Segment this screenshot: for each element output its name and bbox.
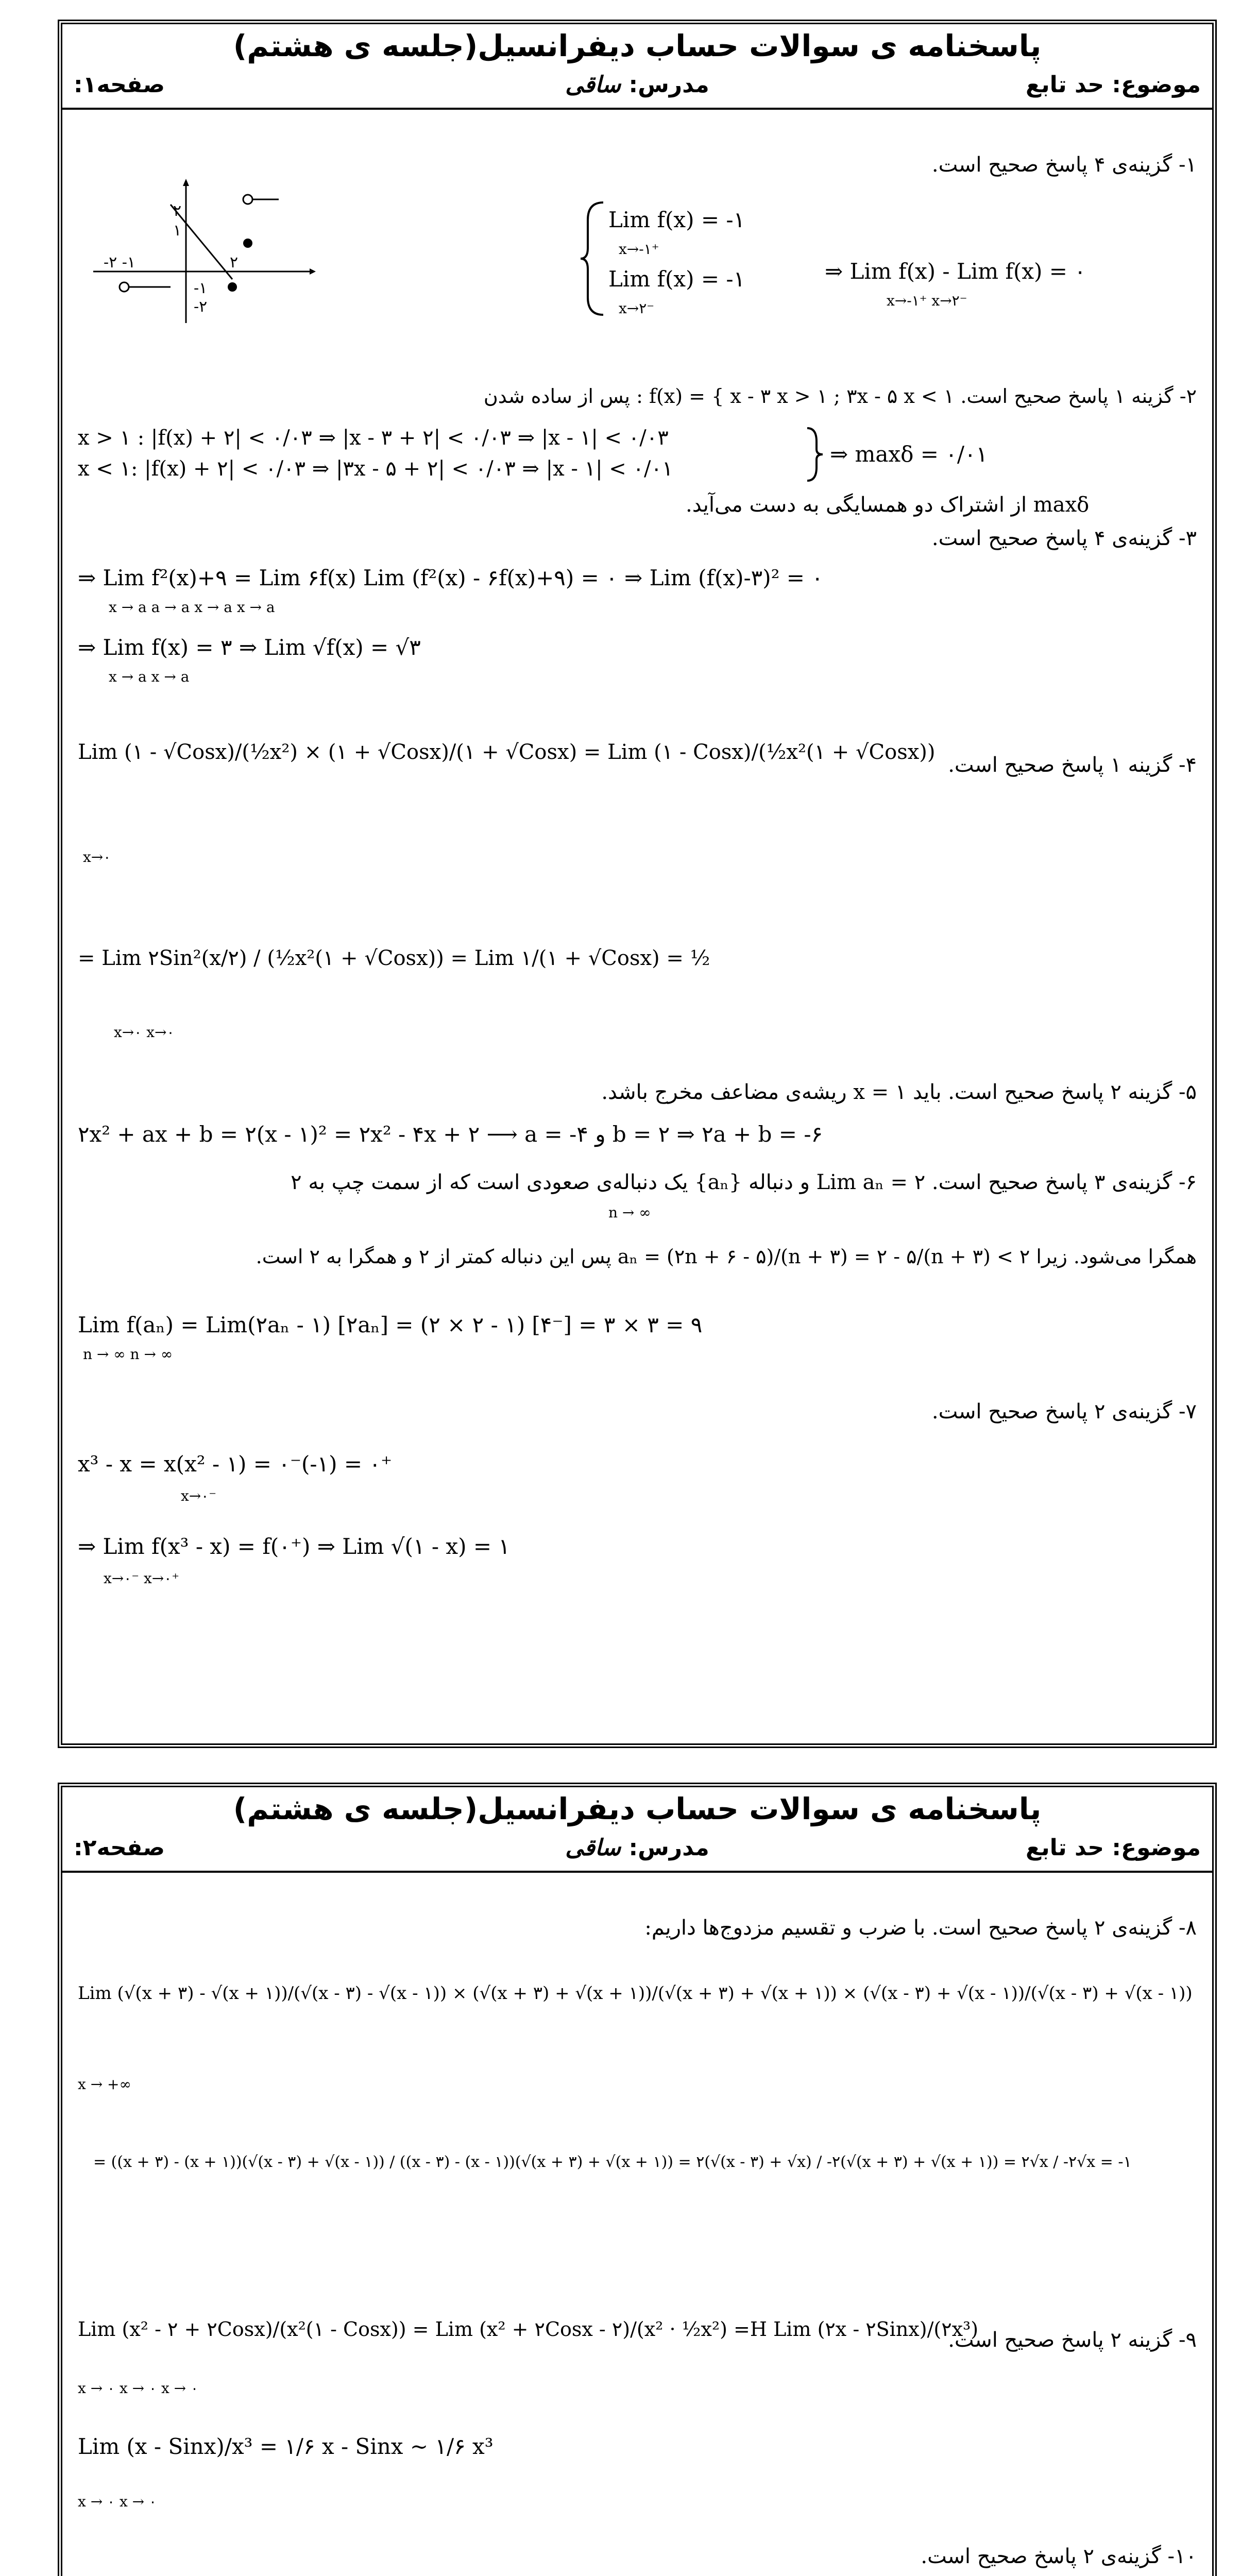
q1-left-brace (577, 199, 608, 318)
teacher-label: مدرس: (628, 1835, 709, 1861)
q7-statement: ۷- گزینه‌ی ۲ پاسخ صحیح است. (931, 1400, 1197, 1423)
q3-subscripts-2: x → a x → a (109, 668, 190, 685)
q2-explanation: maxδ از اشتراک دو همسایگی به دست می‌آید. (686, 493, 1090, 517)
q8-equation-2: = ((x + ۳) - (x + ۱))(√(x - ۳) + √(x - ۱)) / ((x - ۳) - (x - ۱))(√(x + ۳) + √(x + ۱)) = ۲(√(x - ۳) + √x) / -۲(√(x + ۳) + √(x + ۱)) = ۲√x / -۲√x = -۱ (93, 2153, 1132, 2171)
q1-limit-subscript: x→۲⁻ (619, 300, 655, 317)
tick-label: -۱ (194, 279, 208, 297)
page-title: پاسخنامه ی سوالات حساب دیفرانسیل(جلسه ی هشتم) (233, 28, 1042, 63)
q7-subscripts-2: x→۰⁻ x→۰⁺ (104, 1570, 180, 1587)
q3-statement: ۳- گزینه‌ی ۴ پاسخ صحیح است. (931, 527, 1197, 550)
q8-subscript: x → +∞ (78, 2076, 131, 2093)
q1-right-limit: Lim f(x) = -۱ (608, 207, 745, 232)
q9-statement: ۹- گزینه ۲ پاسخ صحیح است. (948, 2328, 1197, 2352)
tick-label: -۲ -۱ (104, 253, 136, 272)
teacher-name: ساقی (565, 72, 621, 98)
q4-equation-2: = Lim ۲Sin²(x/۲) / (½x²(۱ + √Cosx)) = Lim ۱/(۱ + √Cosx) = ½ (78, 946, 710, 970)
q4-subscript-2: x→۰ x→۰ (114, 1024, 175, 1041)
q1-limit-subscript: x→-۱⁺ (619, 241, 659, 258)
q4-statement: ۴- گزینه ۱ پاسخ صحیح است. (948, 753, 1197, 777)
tick-label: ۱ (173, 222, 182, 240)
q2-case-2: x < ۱: |f(x) + ۲| < ۰/۰۳ ⇒ |۳x - ۵ + ۲| < ۰/۰۳ ⇒ |x - ۱| < ۰/۰۱ (78, 457, 673, 481)
q5-equation: ۲x² + ax + b = ۲(x - ۱)² = ۲x² - ۴x + ۲ ⟶ a = -۴ و b = ۲ ⇒ ۲a + b = -۶ (78, 1122, 823, 1147)
page-header (74, 72, 1201, 106)
q6-explanation: همگرا می‌شود. زیرا ۲ > aₙ = (۲n + ۶ - ۵)/(n + ۳) = ۲ - ۵/(n + ۳) پس این دنباله کمتر از ۲ و همگرا به ۲ است. (256, 1245, 1197, 1268)
q3-subscripts-1: x → a a → a x → a x → a (109, 599, 275, 616)
q7-equation-2: ⇒ Lim f(x³ - x) = f(۰⁺) ⇒ Lim √(۱ - x) = ۱ (78, 1534, 510, 1559)
q8-equation-1: Lim (√(x + ۳) - √(x + ۱))/(√(x - ۳) - √(x - ۱)) × (√(x + ۳) + √(x + ۱))/(√(x + ۳) + √(x + ۱)) × (√(x - ۳) + √(x - ۱))/(√(x - ۳) + √(x - ۱)) (78, 1983, 1193, 2004)
page-header (74, 1835, 1201, 1869)
q1-result: ⇒ Lim f(x) - Lim f(x) = ۰ (825, 259, 1086, 284)
q4-subscript-1: x→۰ (83, 849, 111, 866)
open-point-left (120, 282, 129, 292)
q4-equation-1: Lim (۱ - √Cosx)/(½x²) × (۱ + √Cosx)/(۱ + √Cosx) = Lim (۱ - Cosx)/(½x²(۱ + √Cosx)) (78, 740, 936, 764)
q2-statement: ۲- گزینه ۱ پاسخ صحیح است. f(x) = { x - ۳ x > ۱ ; ۳x - ۵ x < ۱ : پس از ساده شدن (483, 385, 1197, 408)
q2-right-brace (804, 426, 825, 483)
q9-equation-1: Lim (x² - ۲ + ۲Cosx)/(x²(۱ - Cosx)) = Lim (x² + ۲Cosx - ۲)/(x² · ½x²) =H Lim (۲x - ۲Sinx)/(۲x³) (78, 2318, 979, 2341)
header-divider (62, 1871, 1212, 1873)
tick-label: ۲ (230, 253, 239, 272)
subject-label: موضوع: حد تابع (1026, 1835, 1201, 1861)
q6-subscripts: n → ∞ n → ∞ (83, 1346, 173, 1363)
open-point (243, 195, 252, 204)
answer-sheet-page-2 (58, 1783, 1217, 2576)
q9-equation-2: Lim (x - Sinx)/x³ = ۱/۶ x - Sinx ~ ۱/۶ x³ (78, 2434, 494, 2459)
page-number: صفحه۲: (74, 1835, 165, 1861)
page-number: صفحه۱: (74, 72, 165, 98)
q1-function-graph (83, 174, 320, 328)
page-title: پاسخنامه ی سوالات حساب دیفرانسیل(جلسه ی هشتم) (233, 1791, 1042, 1826)
teacher-name: ساقی (565, 1835, 621, 1861)
q1-statement: ۱- گزینه‌ی ۴ پاسخ صحیح است. (931, 153, 1197, 177)
q3-equation-2: ⇒ Lim f(x) = ۳ ⇒ Lim √f(x) = √۳ (78, 635, 421, 660)
q5-statement: ۵- گزینه ۲ پاسخ صحیح است. باید x = ۱ ریشه‌ی مضاعف مخرج باشد. (601, 1080, 1197, 1104)
q8-statement: ۸- گزینه‌ی ۲ پاسخ صحیح است. با ضرب و تقسیم مزدوج‌ها داریم: (644, 1916, 1197, 1940)
q6-statement: ۶- گزینه‌ی ۳ پاسخ صحیح است. Lim aₙ = ۲ و دنباله {aₙ} یک دنباله‌ی صعودی است که از سمت چپ به ۲ (291, 1171, 1197, 1194)
q7-subscript-1: x→۰⁻ (181, 1487, 217, 1504)
q10-statement: ۱۰- گزینه‌ی ۲ پاسخ صحیح است. (921, 2545, 1197, 2568)
closed-point-bottom (228, 282, 237, 292)
tick-label: -۲ (194, 298, 208, 316)
answer-sheet-page-1 (58, 20, 1217, 1748)
teacher-info (74, 72, 1201, 98)
header-divider (62, 108, 1212, 110)
q1-result-subscripts: x→-۱⁺ x→۲⁻ (887, 292, 967, 309)
teacher-info (74, 1835, 1201, 1861)
q6-equation: Lim f(aₙ) = Lim(۲aₙ - ۱) [۲aₙ] = (۲ × ۲ - ۱) [۴⁻] = ۳ × ۳ = ۹ (78, 1312, 703, 1337)
q9-subscripts-2: x → ۰ x → ۰ (78, 2493, 157, 2510)
teacher-label: مدرس: (628, 72, 709, 98)
q2-result: ⇒ maxδ = ۰/۰۱ (830, 442, 988, 467)
q1-left-limit: Lim f(x) = -۱ (608, 266, 745, 292)
y-axis-arrow (183, 179, 189, 186)
q3-equation-1: ⇒ Lim f²(x)+۹ = Lim ۶f(x) Lim (f²(x) - ۶f(x)+۹) = ۰ ⇒ Lim (f(x)-۳)² = ۰ (78, 565, 823, 590)
subject-label: موضوع: حد تابع (1026, 72, 1201, 98)
closed-point (243, 239, 252, 248)
q2-case-1: x > ۱ : |f(x) + ۲| < ۰/۰۳ ⇒ |x - ۳ + ۲| < ۰/۰۳ ⇒ |x - ۱| < ۰/۰۳ (78, 426, 669, 450)
q9-subscripts-1: x → ۰ x → ۰ x → ۰ (78, 2380, 199, 2397)
q6-subscript: n → ∞ (608, 1204, 651, 1221)
x-axis-arrow (310, 268, 316, 275)
q7-equation-1: x³ - x = x(x² - ۱) = ۰⁻(-۱) = ۰⁺ (78, 1451, 393, 1477)
tick-label: ۲ (173, 202, 182, 220)
